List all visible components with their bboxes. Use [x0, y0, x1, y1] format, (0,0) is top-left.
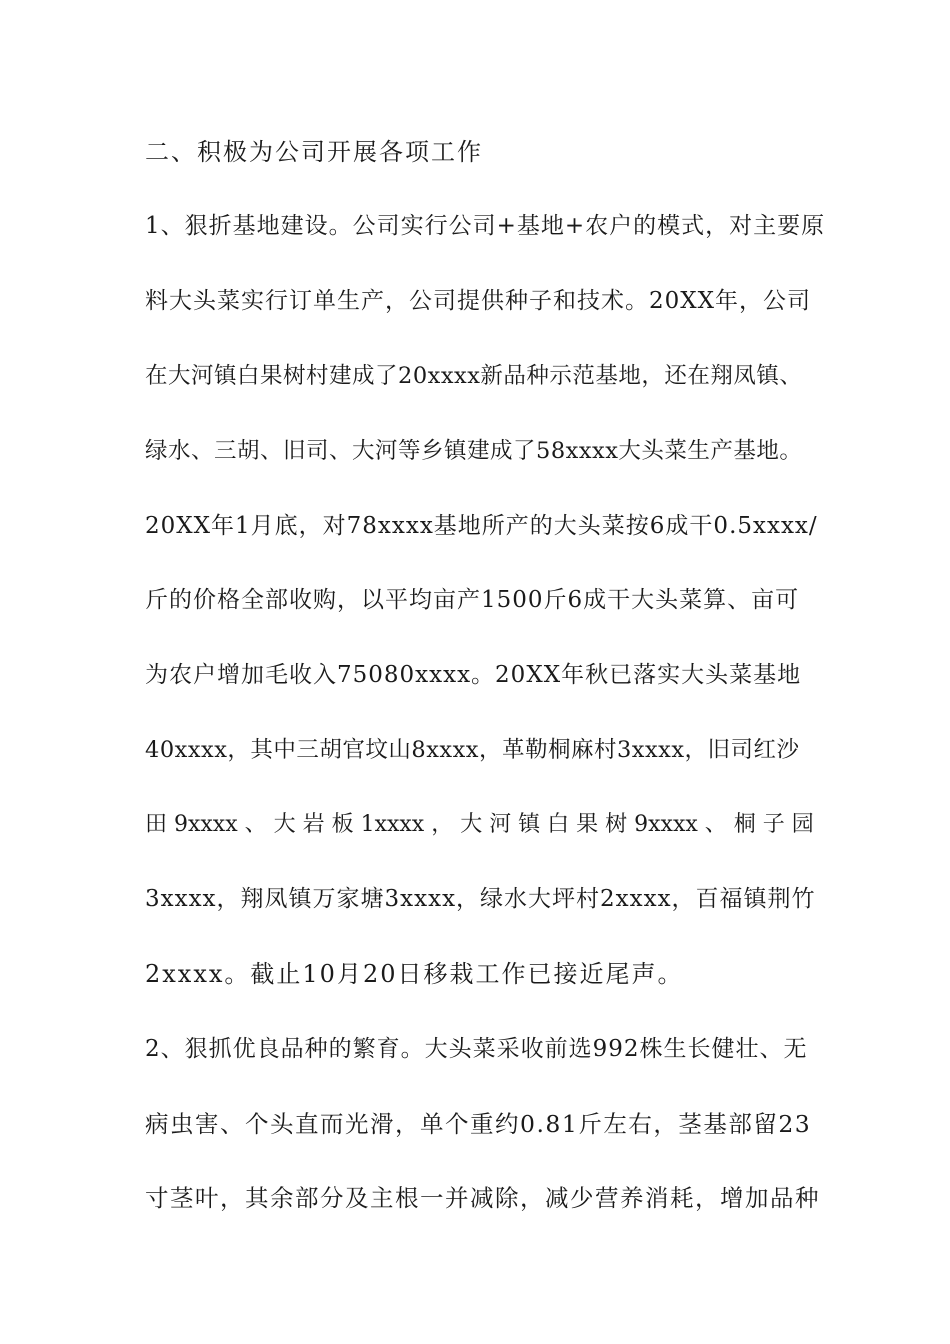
paragraph-line: 20XX年1月底，对78xxxx基地所产的大头菜按6成干0.5xxxx/ [145, 513, 818, 539]
paragraph-line: 2、狠抓优良品种的繁育。大头菜采收前选992株生长健壮、无 [145, 1036, 808, 1062]
section-heading: 二、积极为公司开展各项工作 [145, 138, 483, 166]
paragraph-line: 斤的价格全部收购，以平均亩产1500斤6成干大头菜算、亩可 [145, 587, 800, 613]
paragraph-line: 寸茎叶，其余部分及主根一并减除，减少营养消耗，增加品种 [145, 1184, 820, 1212]
paragraph-line: 病虫害、个头直而光滑，单个重约0.81斤左右，茎基部留23 [145, 1110, 812, 1138]
paragraph-line: 在大河镇白果树村建成了20xxxx新品种示范基地，还在翔凤镇、 [145, 363, 803, 389]
paragraph-line: 田 9xxxx 、 大 岩 板 1xxxx ， 大 河 镇 白 果 树 9xxxx 、 桐 子 园 [145, 812, 814, 837]
paragraph-line: 为农户增加毛收入75080xxxx。20XX年秋已落实大头菜基地 [145, 662, 802, 688]
paragraph-line: 绿水、三胡、旧司、大河等乡镇建成了58xxxx大头菜生产基地。 [145, 438, 803, 464]
paragraph-line: 1、狠折基地建设。公司实行公司+基地+农户的模式，对主要原 [145, 213, 826, 239]
paragraph-line: 3xxxx，翔凤镇万家塘3xxxx，绿水大坪村2xxxx，百福镇荆竹 [145, 886, 816, 912]
paragraph-line: 40xxxx，其中三胡官坟山8xxxx，革勒桐麻村3xxxx，旧司红沙 [145, 737, 800, 763]
paragraph-line: 2xxxx。截止10月20日移栽工作已接近尾声。 [145, 960, 684, 988]
paragraph-line: 料大头菜实行订单生产，公司提供种子和技术。20XX年，公司 [145, 288, 812, 314]
